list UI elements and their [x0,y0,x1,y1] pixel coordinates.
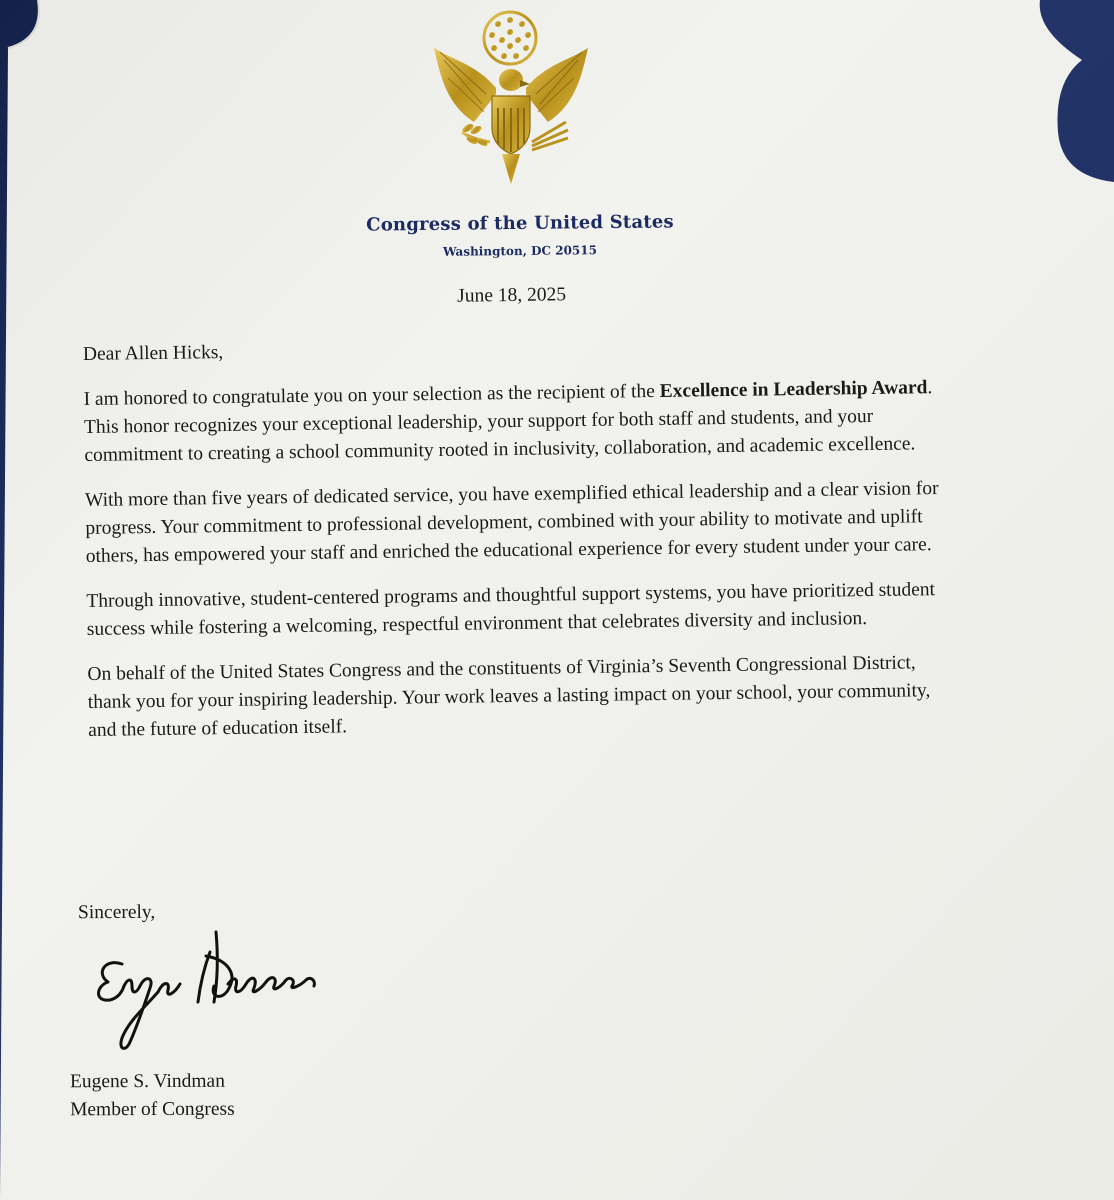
signer-name: Eugene S. Vindman [69,1070,225,1093]
paragraph-1-intro: I am honored to congratulate you on your selection as the recipient of the [83,380,660,410]
great-seal-eagle-icon [426,4,596,186]
paragraph-1-rest: . This honor recognizes your exceptional leadership, your support for both staff and students, and your commitment to creating a school community rooted in inclusivity, collaboration, and academic excellence. [83,377,933,466]
paragraph-4: On behalf of the United States Congress and the constituents of Virginia’s Seventh Congressional District, thank you for your inspiring leadership. Your work leaves a lasting impact on your school, your community, and the future of education itself. [87,652,931,741]
signer-title: Member of Congress [70,1098,235,1121]
letter-date: June 18, 2025 [457,284,567,307]
letterhead-location: Washington, DC 20515 [442,243,598,259]
letter-body [82,272,958,745]
paragraph-3: Through innovative, student-centered programs and thoughtful support systems, you have prioritized student success while fostering a welcoming, respectful environment that celebrates diversity and inclusion. [86,579,936,640]
signature [88,924,338,1064]
signer-block [70,1068,235,1125]
award-name: Excellence in Leadership Award [659,377,928,402]
paragraph-2: With more than five years of dedicated service, you have exemplified ethical leadership and a clear vision for progress. Your commitment to professional development, combined with your ability to motivate and uplift others, has empowered your staff and enriched the educational experience for every student under your care. [84,478,939,567]
closing: Sincerely, [77,901,156,924]
paragraph-1 [83,374,946,470]
letterhead-title: Congress of the United States [366,211,674,236]
signature-text: Eugene Vindman [88,924,95,925]
salutation: Dear Allen Hicks, [82,342,224,365]
